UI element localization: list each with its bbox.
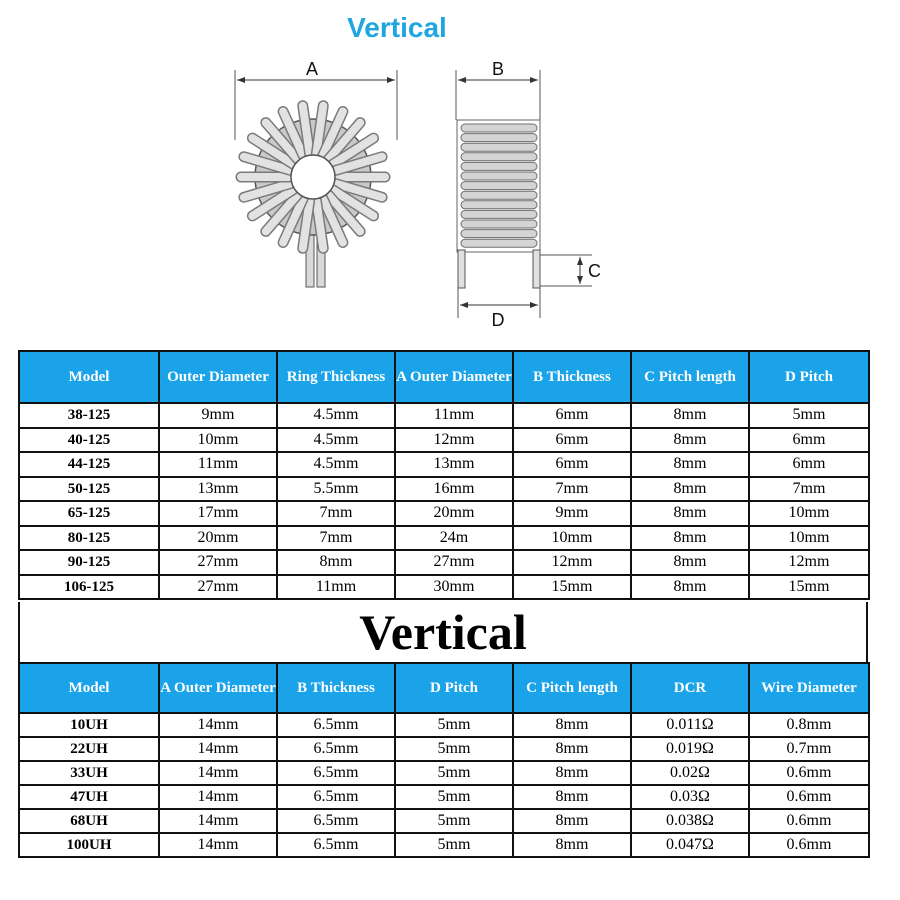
model-cell: 68UH	[19, 809, 159, 833]
model-cell: 40-125	[19, 428, 159, 453]
model-cell: 47UH	[19, 785, 159, 809]
value-cell: 5mm	[395, 713, 513, 737]
value-cell: 8mm	[631, 403, 749, 428]
model-cell: 44-125	[19, 452, 159, 477]
value-cell: 8mm	[631, 575, 749, 600]
coil-turn	[461, 134, 537, 142]
header-cell: Wire Diameter	[749, 663, 869, 713]
specs-table-inductance	[18, 662, 870, 858]
value-cell: 6.5mm	[277, 713, 395, 737]
value-cell: 7mm	[277, 501, 395, 526]
value-cell: 0.7mm	[749, 737, 869, 761]
model-cell: 106-125	[19, 575, 159, 600]
value-cell: 12mm	[395, 428, 513, 453]
toroid-side-view	[456, 59, 601, 330]
value-cell: 8mm	[513, 809, 631, 833]
value-cell: 10mm	[749, 526, 869, 551]
coil-turn	[461, 210, 537, 218]
value-cell: 14mm	[159, 737, 277, 761]
table-row	[19, 428, 869, 453]
value-cell: 7mm	[749, 477, 869, 502]
value-cell: 12mm	[749, 550, 869, 575]
value-cell: 0.019Ω	[631, 737, 749, 761]
table-row	[19, 501, 869, 526]
header-cell: B Thickness	[513, 351, 631, 403]
value-cell: 10mm	[513, 526, 631, 551]
header-cell: Outer Diameter	[159, 351, 277, 403]
dimension-diagram	[0, 0, 900, 345]
model-cell: 90-125	[19, 550, 159, 575]
coil-turn	[461, 220, 537, 228]
table-row	[19, 550, 869, 575]
label-c: C	[588, 261, 601, 281]
value-cell: 7mm	[277, 526, 395, 551]
value-cell: 6.5mm	[277, 833, 395, 857]
coil-turn	[461, 162, 537, 170]
model-cell: 22UH	[19, 737, 159, 761]
toroid-front-view	[235, 59, 397, 287]
value-cell: 27mm	[159, 575, 277, 600]
value-cell: 0.6mm	[749, 833, 869, 857]
value-cell: 17mm	[159, 501, 277, 526]
label-b: B	[491, 59, 505, 79]
value-cell: 6.5mm	[277, 785, 395, 809]
value-cell: 16mm	[395, 477, 513, 502]
value-cell: 5mm	[749, 403, 869, 428]
table-header-row	[19, 351, 869, 403]
value-cell: 4.5mm	[277, 452, 395, 477]
header-cell: A Outer Diameter	[395, 351, 513, 403]
value-cell: 0.047Ω	[631, 833, 749, 857]
table-row	[19, 833, 869, 857]
value-cell: 12mm	[513, 550, 631, 575]
table-row	[19, 452, 869, 477]
coil-turn	[461, 124, 537, 132]
value-cell: 6.5mm	[277, 737, 395, 761]
value-cell: 5mm	[395, 833, 513, 857]
value-cell: 11mm	[277, 575, 395, 600]
value-cell: 14mm	[159, 785, 277, 809]
section-title: Vertical	[18, 602, 868, 662]
page-title: Vertical	[347, 12, 447, 43]
model-cell: 38-125	[19, 403, 159, 428]
value-cell: 6mm	[749, 452, 869, 477]
header-cell: A Outer Diameter	[159, 663, 277, 713]
value-cell: 6mm	[513, 452, 631, 477]
header-cell: C Pitch length	[513, 663, 631, 713]
model-cell: 100UH	[19, 833, 159, 857]
value-cell: 0.03Ω	[631, 785, 749, 809]
value-cell: 0.6mm	[749, 785, 869, 809]
value-cell: 14mm	[159, 761, 277, 785]
value-cell: 13mm	[159, 477, 277, 502]
table-row	[19, 403, 869, 428]
model-cell: 50-125	[19, 477, 159, 502]
value-cell: 10mm	[159, 428, 277, 453]
table-row	[19, 526, 869, 551]
table-row	[19, 713, 869, 737]
value-cell: 9mm	[159, 403, 277, 428]
value-cell: 8mm	[513, 737, 631, 761]
model-cell: 33UH	[19, 761, 159, 785]
value-cell: 5mm	[395, 785, 513, 809]
coil-turn	[461, 172, 537, 180]
header-cell: C Pitch length	[631, 351, 749, 403]
header-cell: Model	[19, 351, 159, 403]
model-cell: 10UH	[19, 713, 159, 737]
value-cell: 14mm	[159, 833, 277, 857]
value-cell: 27mm	[159, 550, 277, 575]
header-cell: DCR	[631, 663, 749, 713]
value-cell: 7mm	[513, 477, 631, 502]
value-cell: 15mm	[749, 575, 869, 600]
specs-table-toroid	[18, 350, 870, 600]
value-cell: 15mm	[513, 575, 631, 600]
table-row	[19, 477, 869, 502]
value-cell: 8mm	[513, 833, 631, 857]
value-cell: 6.5mm	[277, 761, 395, 785]
value-cell: 0.038Ω	[631, 809, 749, 833]
value-cell: 5mm	[395, 737, 513, 761]
coil-turn	[461, 143, 537, 151]
label-a: A	[305, 59, 319, 79]
value-cell: 5mm	[395, 761, 513, 785]
value-cell: 8mm	[631, 550, 749, 575]
header-cell: B Thickness	[277, 663, 395, 713]
coil-turn	[461, 239, 537, 247]
table-header-row	[19, 663, 869, 713]
value-cell: 8mm	[631, 477, 749, 502]
value-cell: 8mm	[513, 713, 631, 737]
value-cell: 0.6mm	[749, 809, 869, 833]
header-cell: D Pitch	[749, 351, 869, 403]
value-cell: 14mm	[159, 809, 277, 833]
value-cell: 0.011Ω	[631, 713, 749, 737]
value-cell: 30mm	[395, 575, 513, 600]
model-cell: 80-125	[19, 526, 159, 551]
value-cell: 6mm	[513, 428, 631, 453]
value-cell: 4.5mm	[277, 403, 395, 428]
value-cell: 14mm	[159, 713, 277, 737]
value-cell: 8mm	[631, 452, 749, 477]
value-cell: 8mm	[513, 761, 631, 785]
value-cell: 11mm	[395, 403, 513, 428]
value-cell: 10mm	[749, 501, 869, 526]
value-cell: 6mm	[749, 428, 869, 453]
coil-turn	[461, 153, 537, 161]
table-row	[19, 761, 869, 785]
coil-turn	[461, 182, 537, 190]
model-cell: 65-125	[19, 501, 159, 526]
label-d: D	[491, 310, 505, 330]
value-cell: 0.02Ω	[631, 761, 749, 785]
value-cell: 8mm	[631, 501, 749, 526]
table-row	[19, 785, 869, 809]
value-cell: 8mm	[631, 428, 749, 453]
value-cell: 8mm	[277, 550, 395, 575]
value-cell: 6.5mm	[277, 809, 395, 833]
value-cell: 5.5mm	[277, 477, 395, 502]
value-cell: 13mm	[395, 452, 513, 477]
value-cell: 0.6mm	[749, 761, 869, 785]
table-row	[19, 737, 869, 761]
value-cell: 11mm	[159, 452, 277, 477]
value-cell: 8mm	[513, 785, 631, 809]
value-cell: 0.8mm	[749, 713, 869, 737]
header-cell: Model	[19, 663, 159, 713]
value-cell: 27mm	[395, 550, 513, 575]
value-cell: 9mm	[513, 501, 631, 526]
coil-turn	[461, 191, 537, 199]
table-row	[19, 575, 869, 600]
header-cell: D Pitch	[395, 663, 513, 713]
value-cell: 8mm	[631, 526, 749, 551]
value-cell: 6mm	[513, 403, 631, 428]
value-cell: 4.5mm	[277, 428, 395, 453]
coil-turn	[461, 230, 537, 238]
value-cell: 24m	[395, 526, 513, 551]
value-cell: 20mm	[159, 526, 277, 551]
value-cell: 20mm	[395, 501, 513, 526]
header-cell: Ring Thickness	[277, 351, 395, 403]
table-row	[19, 809, 869, 833]
value-cell: 5mm	[395, 809, 513, 833]
coil-turn	[461, 201, 537, 209]
